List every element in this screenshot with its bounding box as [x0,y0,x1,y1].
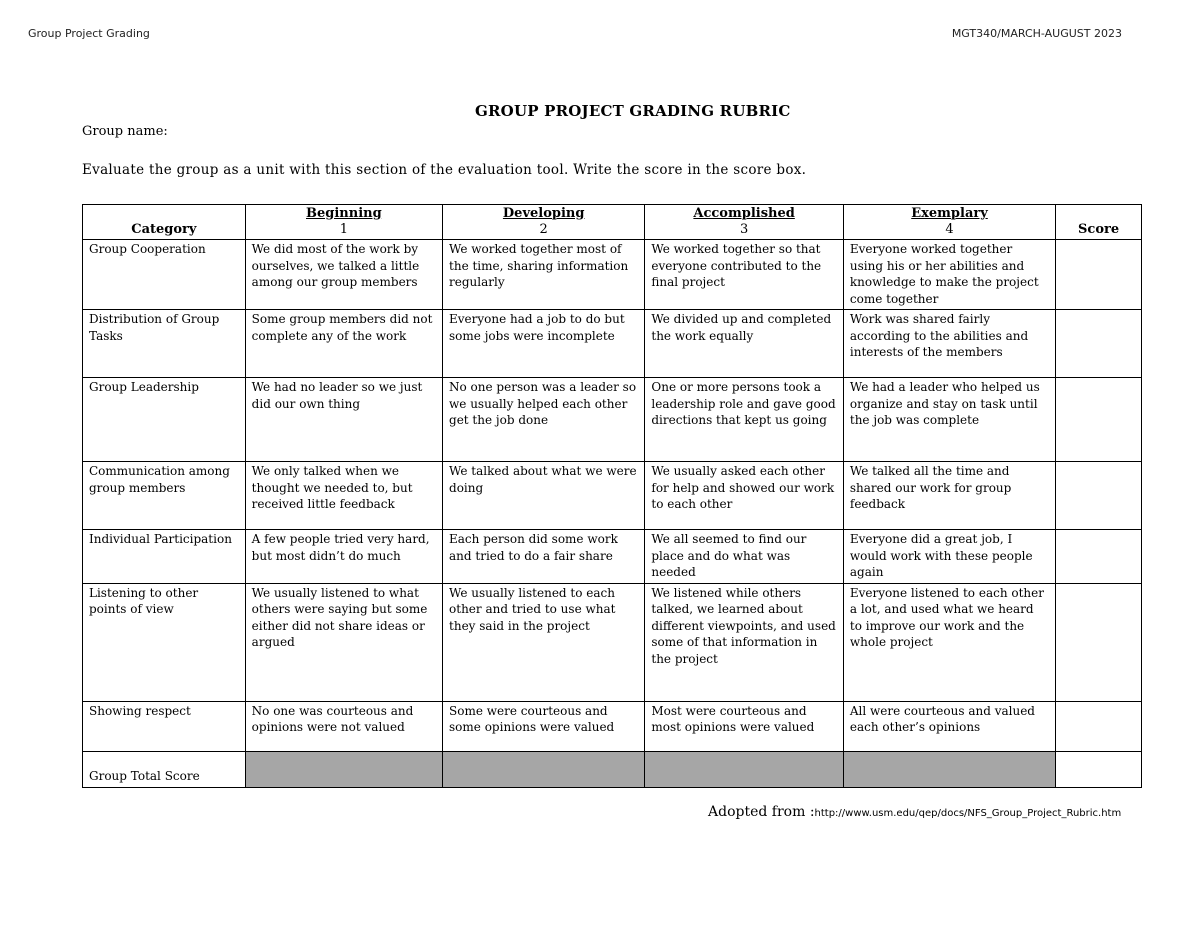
shaded-cell [245,751,442,787]
level-number: 2 [539,222,548,237]
score-cell[interactable] [1056,583,1142,701]
row-cell: We usually listened to each other and tried to use what they said in the project [443,583,645,701]
table-row [83,530,1142,584]
row-cell: Everyone worked together using his or her abilities and knowledge to make the project come together [843,240,1055,310]
row-cell: We talked all the time and shared our work for group feedback [843,462,1055,530]
row-cell: We divided up and completed the work equally [645,310,844,378]
page-header-left: Group Project Grading [28,27,150,40]
table-row [83,701,1142,751]
row-cell: Everyone had a job to do but some jobs were incomplete [443,310,645,378]
score-cell[interactable] [1056,462,1142,530]
row-cell: One or more persons took a leadership role and gave good directions that kept us going [645,378,844,462]
row-cell: We had no leader so we just did our own thing [245,378,442,462]
shaded-cell [443,751,645,787]
row-category: Communication among group members [83,462,246,530]
total-row [83,751,1142,787]
row-cell: A few people tried very hard, but most didn’t do much [245,530,442,584]
row-cell: Each person did some work and tried to do a fair share [443,530,645,584]
shaded-cell [843,751,1055,787]
row-cell: Some group members did not complete any of the work [245,310,442,378]
row-cell: We listened while others talked, we learned about different viewpoints, and used some of that information in the project [645,583,844,701]
level-number: 1 [339,222,348,237]
row-cell: Everyone did a great job, I would work with these people again [843,530,1055,584]
table-row [83,240,1142,310]
level-name: Developing [502,206,585,221]
source-url[interactable]: http://www.usm.edu/qep/docs/NFS_Group_Project_Rubric.htm [814,808,1122,819]
level-number: 3 [739,222,749,237]
row-category: Individual Participation [83,530,246,584]
level-header-beginning [245,205,442,240]
rubric-title-wrap [475,102,791,120]
instruction-text: Evaluate the group as a unit with this section of the evaluation tool. Write the score in the score box. [82,162,807,178]
row-cell: All were courteous and valued each other’s opinions [843,701,1055,751]
table-row [83,310,1142,378]
rubric-header-row [83,205,1142,240]
row-cell: No one person was a leader so we usually helped each other get the job done [443,378,645,462]
page-header-right: MGT340/MARCH-AUGUST 2023 [951,27,1122,40]
row-cell: We all seemed to find our place and do what was needed [645,530,844,584]
row-cell: We only talked when we thought we needed to, but received little feedback [245,462,442,530]
row-cell: We did most of the work by ourselves, we talked a little among our group members [245,240,442,310]
rubric-title: GROUP PROJECT GRADING RUBRIC [475,102,791,120]
shaded-cell [645,751,844,787]
source-label: Adopted from : [708,804,815,820]
source-footer [708,804,1121,820]
row-cell: Everyone listened to each other a lot, and used what we heard to improve our work and the whole project [843,583,1055,701]
level-header-developing [443,205,645,240]
table-row [83,378,1142,462]
level-header-accomplished [645,205,844,240]
rubric-table [82,204,1142,788]
group-name-label: Group name: [82,124,168,139]
score-header: Score [1056,205,1142,240]
total-score-cell[interactable] [1056,751,1142,787]
level-name: Beginning [306,206,382,221]
row-cell: Most were courteous and most opinions were valued [645,701,844,751]
score-cell[interactable] [1056,310,1142,378]
row-cell: We usually listened to what others were saying but some either did not share ideas or argued [245,583,442,701]
row-cell: We had a leader who helped us organize and stay on task until the job was complete [843,378,1055,462]
score-cell[interactable] [1056,701,1142,751]
table-row [83,462,1142,530]
level-name: Exemplary [911,206,988,221]
score-cell[interactable] [1056,530,1142,584]
row-cell: We worked together most of the time, sharing information regularly [443,240,645,310]
score-cell[interactable] [1056,240,1142,310]
level-number: 4 [945,222,954,237]
row-category: Listening to other points of view [83,583,246,701]
total-label: Group Total Score [83,751,246,787]
score-cell[interactable] [1056,378,1142,462]
row-cell: Work was shared fairly according to the abilities and interests of the members [843,310,1055,378]
row-cell: No one was courteous and opinions were not valued [245,701,442,751]
row-category: Group Cooperation [83,240,246,310]
level-name: Accomplished [693,206,795,221]
row-cell: Some were courteous and some opinions were valued [443,701,645,751]
row-category: Distribution of Group Tasks [83,310,246,378]
row-cell: We worked together so that everyone contributed to the final project [645,240,844,310]
level-header-exemplary [843,205,1055,240]
row-category: Group Leadership [83,378,246,462]
category-header: Category [83,205,246,240]
row-category: Showing respect [83,701,246,751]
row-cell: We usually asked each other for help and showed our work to each other [645,462,844,530]
table-row [83,583,1142,701]
row-cell: We talked about what we were doing [443,462,645,530]
